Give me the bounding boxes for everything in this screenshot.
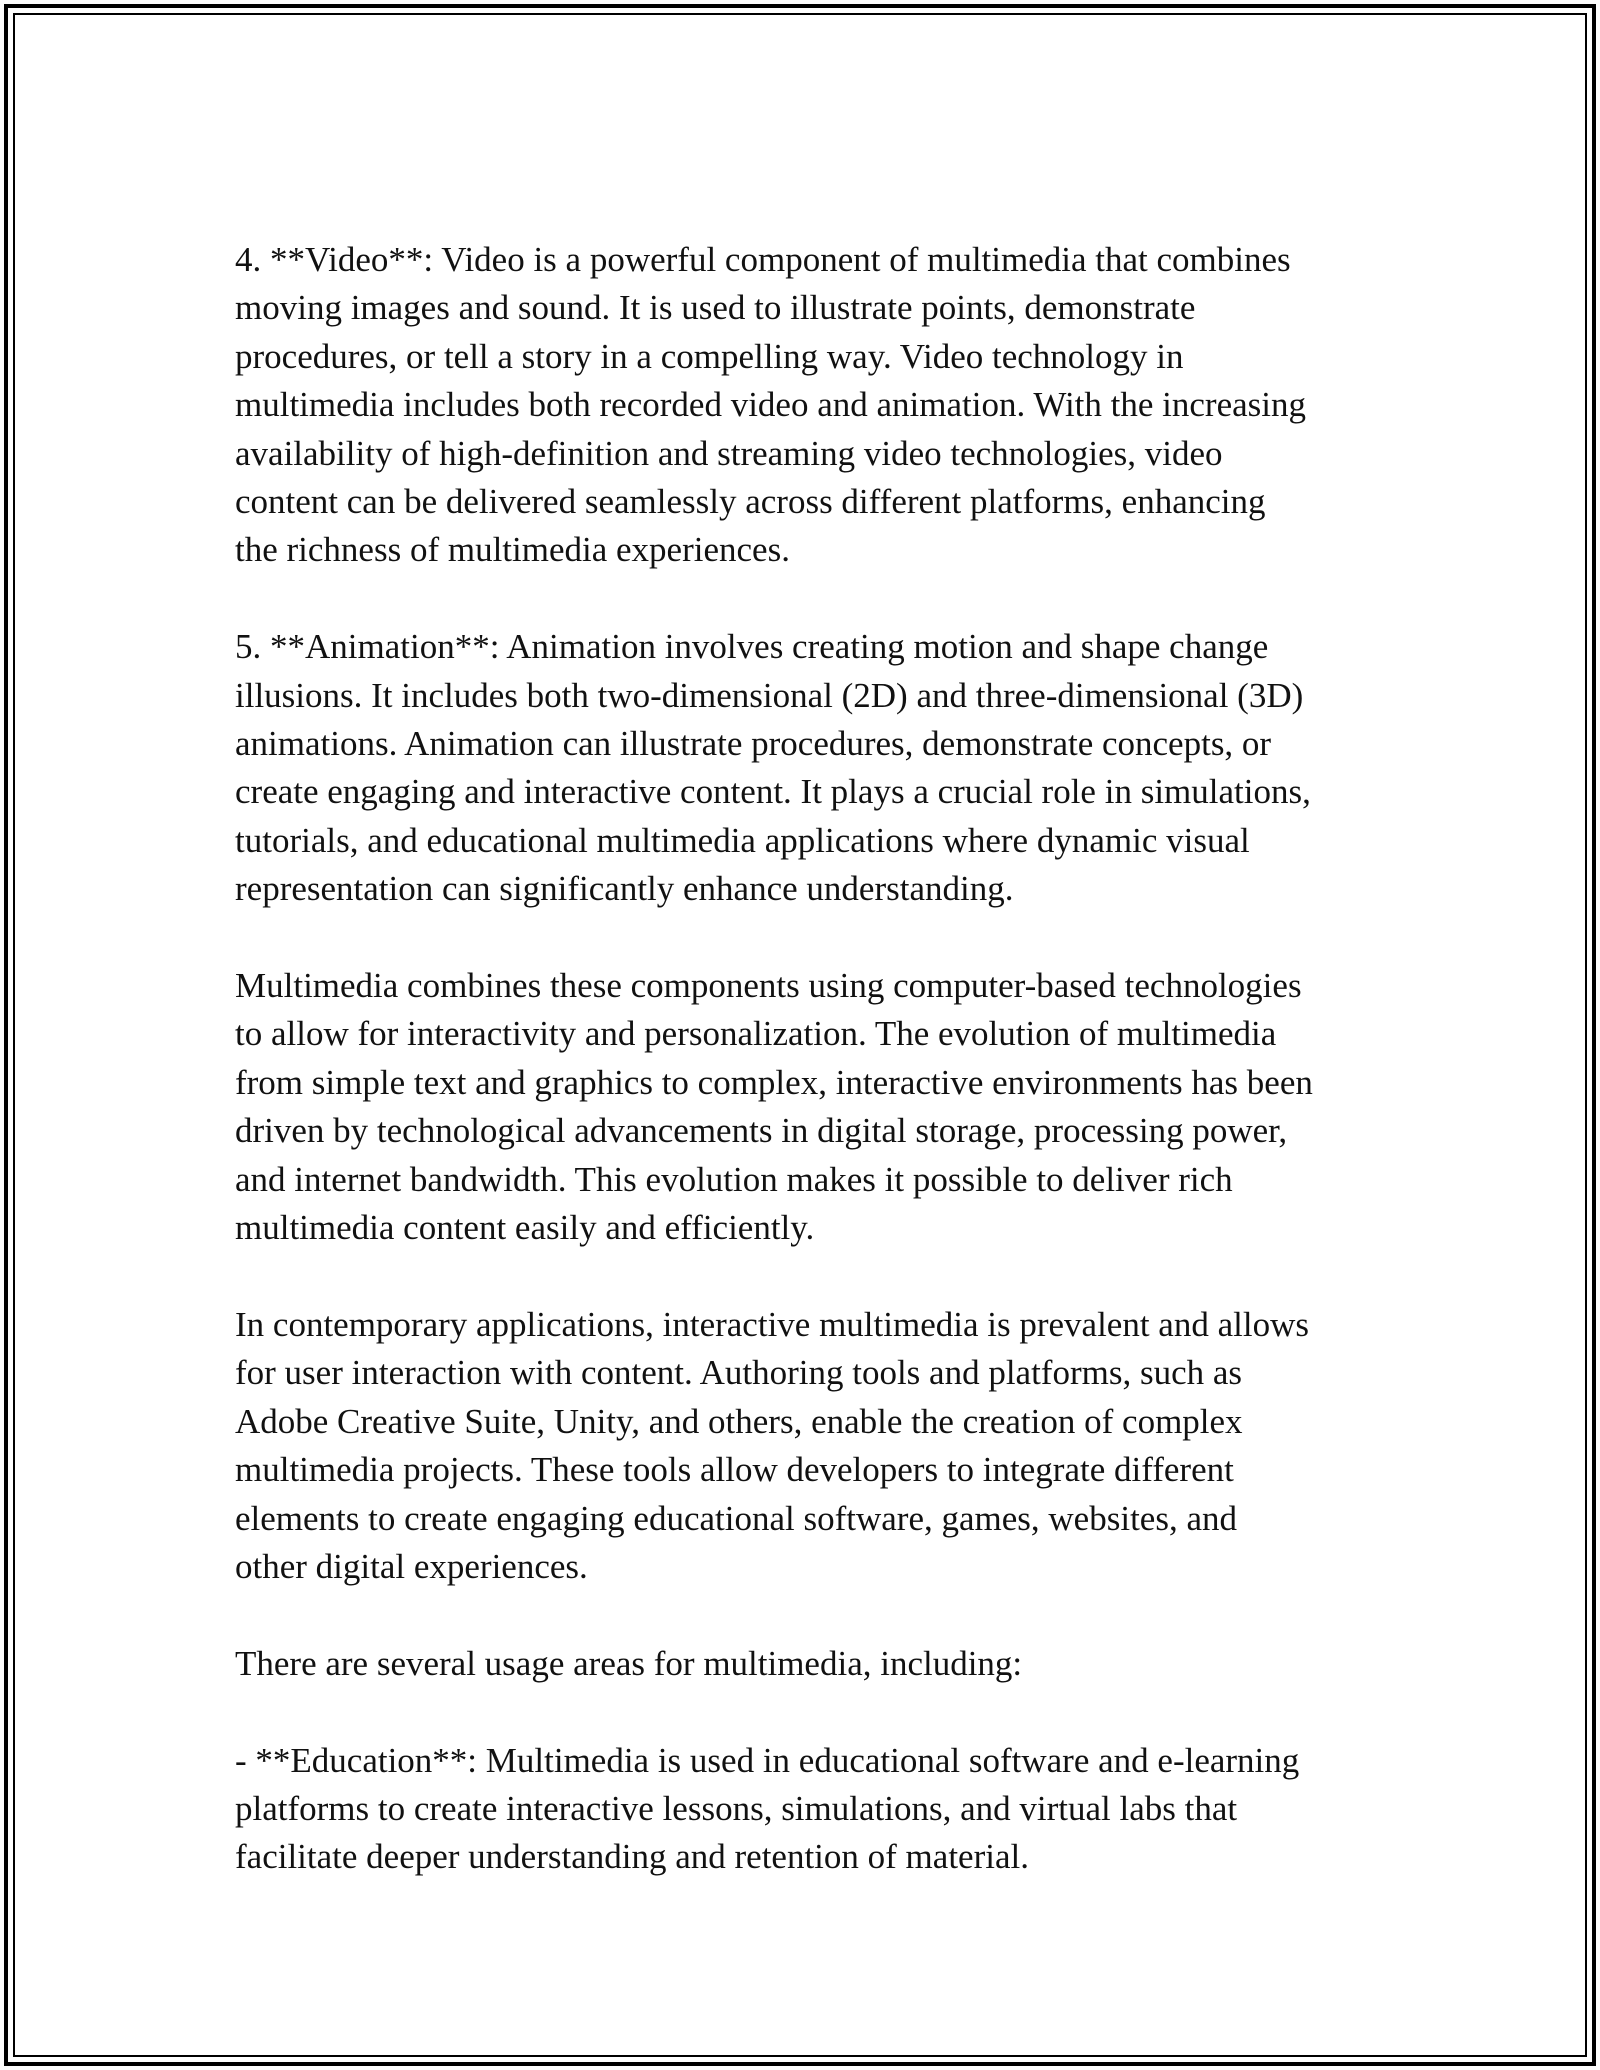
paragraph-video: 4. **Video**: Video is a powerful component of multimedia that combines moving images and sound. It is used to illustrate points, demonstrate procedures, or tell a story in a compelling way. Video technology in multimedia includes both recorded video and animation. With the increasing availability of high-definition and streaming video technologies, video content can be delivered seamlessly across different platforms, enhancing the richness of multimedia experiences. xyxy=(235,240,1306,570)
paragraph-contemporary-applications: In contemporary applications, interactive multimedia is prevalent and allows for user interaction with content. Authoring tools and platforms, such as Adobe Creative Suite, Unity, and others, enable the creation of complex multimedia projects. These tools allow developers to integrate different elements to create engaging educational software, games, websites, and other digital experiences. xyxy=(235,1304,1309,1586)
document-body xyxy=(235,236,1375,1930)
paragraph-usage-areas-intro: There are several usage areas for multimedia, including: xyxy=(235,1643,1023,1683)
paragraph-animation: 5. **Animation**: Animation involves creating motion and shape change illusions. It includes both two-dimensional (2D) and three-dimensional (3D) animations. Animation can illustrate procedures, demonstrate concepts, or create engaging and interactive content. It plays a crucial role in simulations, tutorials, and educational multimedia applications where dynamic visual representation can significantly enhance understanding. xyxy=(235,627,1311,909)
paragraph-multimedia-combination: Multimedia combines these components using computer-based technologies to allow for interactivity and personalization. The evolution of multimedia from simple text and graphics to complex, interactive environments has been driven by technological advancements in digital storage, processing power, and internet bandwidth. This evolution makes it possible to deliver rich multimedia content easily and efficiently. xyxy=(235,966,1313,1248)
paragraph-education: - **Education**: Multimedia is used in educational software and e-learning platforms to create interactive lessons, simulations, and virtual labs that facilitate deeper understanding and retention of material. xyxy=(235,1740,1300,1877)
